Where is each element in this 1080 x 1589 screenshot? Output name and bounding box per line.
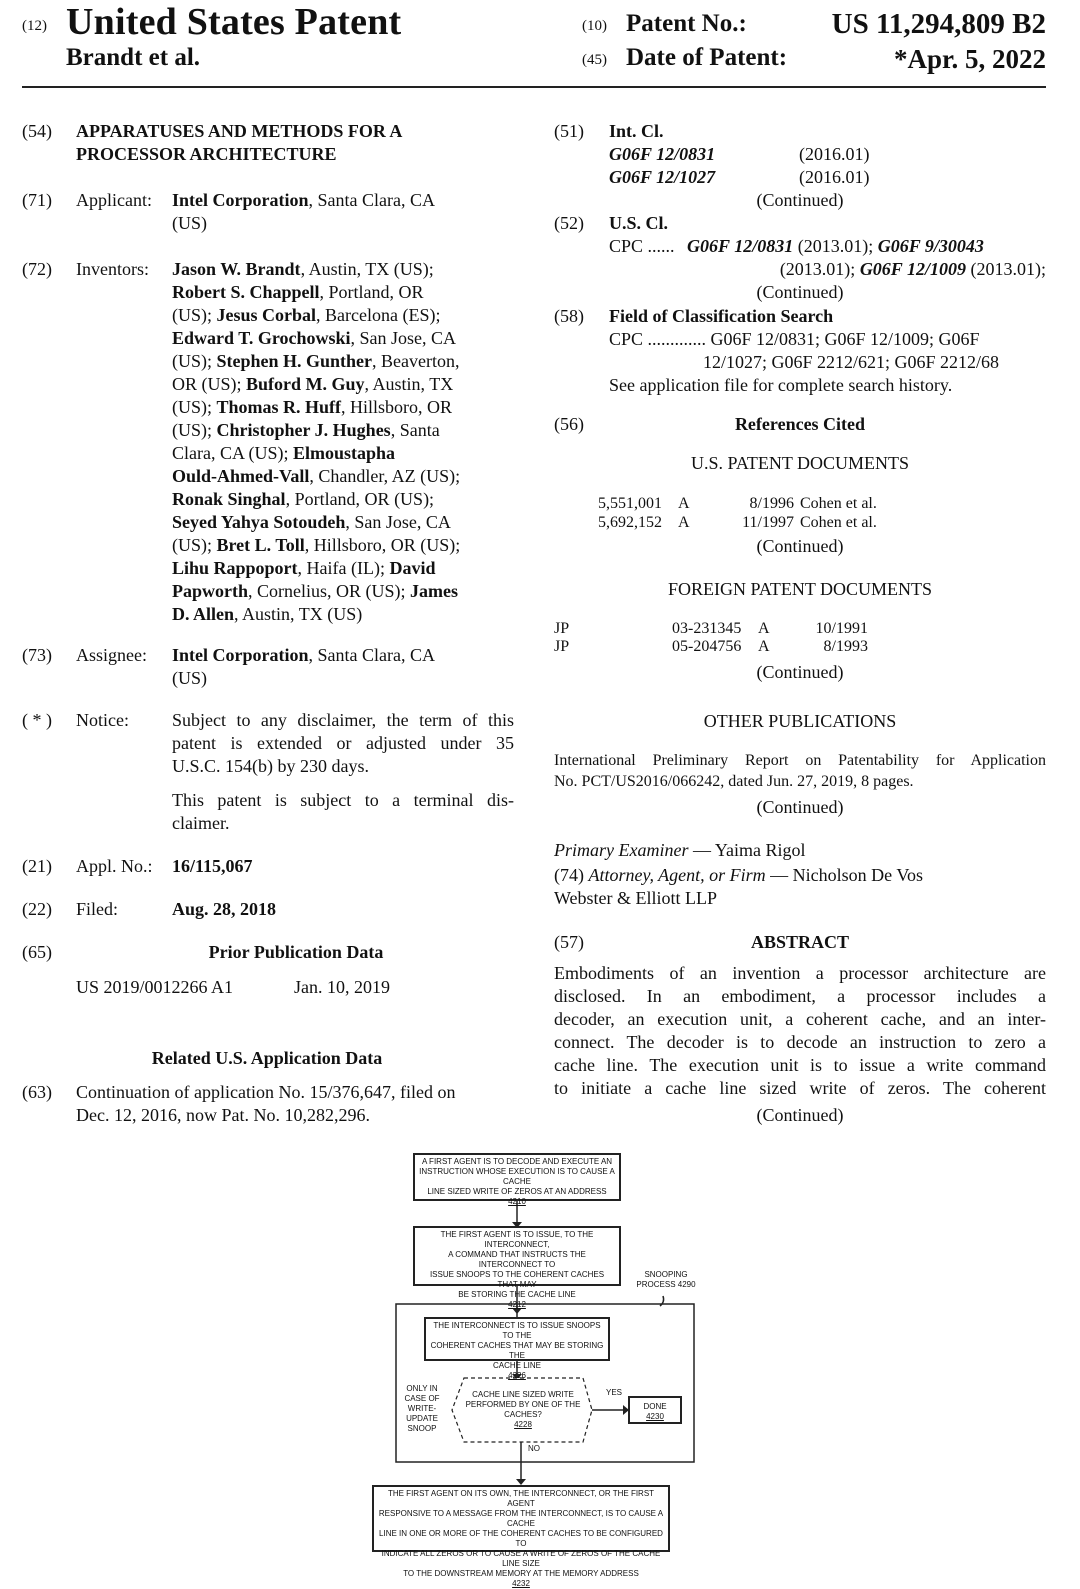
field-code: (54) [22, 121, 52, 141]
flow-text: SNOOP [407, 1424, 437, 1433]
field-code: (73) [22, 645, 52, 665]
first-inventor-heading: Brandt et al. [66, 44, 201, 71]
int-cl-continued: (Continued) [756, 190, 844, 210]
abstract-line: decoder, an execution unit, a coherent cache, and an inter- [554, 1009, 1046, 1029]
examiner-name: Yaima Rigol [714, 840, 806, 860]
cpc-label: CPC ...... [609, 236, 675, 256]
flow-text: CACHE LINE [492, 1361, 541, 1370]
foreign-doc-kind: A [758, 620, 770, 637]
invention-title-line: APPARATUSES AND METHODS FOR A [76, 121, 403, 141]
examiner-label: Primary Examiner [554, 840, 689, 860]
field-label: Inventors: [76, 259, 149, 279]
foreign-doc-date: 8/1993 [823, 638, 868, 655]
flow-text: CACHES? [504, 1410, 542, 1419]
flow-text: A COMMAND THAT INSTRUCTS THE INTERCONNECT TO [448, 1250, 586, 1269]
field-label: Filed: [76, 899, 119, 919]
us-cl-label: U.S. Cl. [609, 213, 669, 233]
flow-decision-4228 [464, 1390, 582, 1430]
assignee-name: Intel Corporation [172, 645, 309, 665]
date-of-patent: *Apr. 5, 2022 [893, 44, 1046, 74]
field-code: (51) [554, 121, 584, 141]
abstract-line: cache line. The execution unit is to issue a write command [554, 1055, 1046, 1075]
notice-line: claimer. [172, 813, 230, 833]
inventor-name: Stephen H. Gunther [216, 351, 373, 371]
abstract-heading: ABSTRACT [750, 932, 850, 952]
us-patent-documents-heading: U.S. PATENT DOCUMENTS [690, 453, 910, 473]
field-code: (22) [22, 899, 52, 919]
inventor-location: , Cornelius, OR (US); [248, 581, 410, 601]
us-doc-kind: A [678, 495, 690, 512]
abstract-line: to initiate a cache line sized write of zeros. The coherent [554, 1078, 1046, 1098]
abstract-line: Embodiments of an invention a processor architecture are [554, 963, 1046, 983]
inventor-name: Seyed Yahya Sotoudeh [172, 512, 346, 532]
cpc-version: (2013.01); [793, 236, 878, 256]
us-docs-continued: (Continued) [756, 536, 844, 556]
inventor-name: Edward T. Grochowski [172, 328, 351, 348]
inventor-name: Ronak Singhal [172, 489, 286, 509]
field-code: (63) [22, 1082, 52, 1102]
inventor-name: James [410, 581, 458, 601]
applicant-country: (US) [172, 213, 207, 233]
other-publications-continued: (Continued) [756, 797, 844, 817]
int-cl-code: G06F 12/0831 [609, 144, 716, 164]
inventor-location: (US); [172, 535, 217, 555]
foreign-doc-number: 03-231345 [672, 620, 742, 637]
abstract-line: connect. The decoder is to decode an instruction to zero a [554, 1032, 1046, 1052]
inventor-name: David [389, 558, 436, 578]
foreign-doc-number: 05-204756 [672, 638, 742, 655]
field-code: (57) [554, 932, 584, 952]
inventor-location: , Santa [390, 420, 440, 440]
foreign-patent-documents-heading: FOREIGN PATENT DOCUMENTS [667, 579, 933, 599]
inventor-location: , Barcelona (ES); [316, 305, 441, 325]
inventor-location: (US); [172, 305, 217, 325]
us-doc-date: 11/1997 [742, 514, 794, 531]
flow-text: UPDATE [406, 1414, 438, 1423]
examiner-dash: — [688, 840, 715, 860]
flow-text: COHERENT CACHES THAT MAY BE STORING THE [430, 1341, 604, 1360]
inventor-location: , Haifa (IL); [297, 558, 390, 578]
field-code: (58) [554, 306, 584, 326]
foreign-docs-continued: (Continued) [756, 662, 844, 682]
flow-text: PROCESS 4290 [636, 1280, 696, 1289]
attorney-label: Attorney, Agent, or Firm [588, 865, 766, 885]
inventor-name: Robert S. Chappell [172, 282, 320, 302]
flow-text: ISSUE SNOOPS TO THE COHERENT CACHES THAT MAY [429, 1270, 605, 1289]
prior-publication-heading: Prior Publication Data [208, 942, 384, 962]
inventor-location: (US); [172, 420, 217, 440]
cpc-version: (2013.01); [779, 259, 860, 279]
inventor-location: , Hillsboro, OR (US); [304, 535, 461, 555]
us-doc-date: 8/1996 [749, 495, 794, 512]
notice-line: Subject to any disclaimer, the term of this [172, 710, 514, 730]
us-doc-kind: A [678, 514, 690, 531]
flow-text: DONE [643, 1402, 667, 1411]
other-publication-line: No. PCT/US2016/066242, dated Jun. 27, 2019, 8 pages. [554, 773, 914, 790]
classification-search-label: Field of Classification Search [609, 306, 834, 326]
field-code: ( * ) [22, 710, 52, 730]
foreign-doc-country: JP [554, 620, 570, 637]
field-code: (21) [22, 856, 52, 876]
cpc-code: G06F 12/0831 [687, 236, 794, 256]
inventor-location: , Beaverton, [372, 351, 460, 371]
inventor-location: (US); [172, 351, 217, 371]
us-doc-number: 5,692,152 [598, 514, 662, 531]
field-code: (56) [554, 414, 584, 434]
foreign-doc-date: 10/1991 [815, 620, 868, 637]
inventor-name: Ould-Ahmed-Vall [172, 466, 310, 486]
assignee-country: (US) [172, 668, 207, 688]
inventor-name: Elmoustapha [293, 443, 396, 463]
flow-ref: 4228 [514, 1420, 532, 1429]
int-cl-code: G06F 12/1027 [609, 167, 716, 187]
inventor-name: Buford M. Guy [246, 374, 365, 394]
filing-date: Aug. 28, 2018 [172, 899, 277, 919]
inventor-location: , San Jose, CA [350, 328, 457, 348]
flow-step-4230 [628, 1396, 682, 1424]
patent-number-label: Patent No.: [626, 10, 747, 37]
inventor-location: (US); [172, 397, 217, 417]
assignee-location: , Santa Clara, CA [308, 645, 435, 665]
int-cl-version: (2016.01) [799, 144, 870, 164]
no-branch-label: NO [528, 1444, 540, 1453]
inventor-name: Christopher J. Hughes [216, 420, 391, 440]
classification-search-line: CPC ............. G06F 12/0831; G06F 12/1009; G06F [609, 329, 980, 349]
snooping-process-label [634, 1270, 698, 1290]
inventor-name: Papworth [172, 581, 248, 601]
code-12: (12) [22, 18, 47, 34]
flow-ref: 4212 [508, 1300, 526, 1309]
yes-branch-label: YES [606, 1388, 623, 1397]
inventor-name: Thomas R. Huff [216, 397, 342, 417]
field-label: Notice: [76, 710, 129, 730]
flow-text: SNOOPING [644, 1270, 688, 1279]
inventor-name: Lihu Rappoport [172, 558, 298, 578]
flow-text: THE INTERCONNECT IS TO ISSUE SNOOPS TO THE [433, 1321, 601, 1340]
int-cl-version: (2016.01) [799, 167, 870, 187]
cpc-version: (2013.01); [966, 259, 1046, 279]
us-doc-author: Cohen et al. [800, 514, 877, 531]
flow-text: THE FIRST AGENT IS TO ISSUE, TO THE INTERCONNECT, [440, 1230, 594, 1249]
flow-ref: 4210 [508, 1197, 526, 1206]
flow-text: RESPONSIVE TO A MESSAGE FROM THE INTERCONNECT, IS TO CAUSE A CACHE [378, 1509, 664, 1528]
notice-line: U.S.C. 154(b) by 230 days. [172, 756, 369, 776]
classification-search-line: See application file for complete search history. [609, 375, 953, 395]
field-code: (65) [22, 942, 52, 962]
flow-text: TO THE DOWNSTREAM MEMORY AT THE MEMORY ADDRESS [403, 1569, 639, 1578]
attorney-name: Nicholson De Vos [792, 865, 923, 885]
references-cited-heading: References Cited [734, 414, 866, 434]
us-cl-continued: (Continued) [756, 282, 844, 302]
flow-text: INDICATE ALL ZEROS OR TO CAUSE A WRITE OF ZEROS OF THE CACHE LINE SIZE [381, 1549, 661, 1568]
applicant-location: , Santa Clara, CA [308, 190, 435, 210]
application-number: 16/115,067 [172, 856, 253, 876]
inventor-location: Clara, CA (US); [172, 443, 293, 463]
prior-publication-date: Jan. 10, 2019 [294, 977, 390, 997]
flow-text: CASE OF [404, 1394, 440, 1403]
inventor-name: Jason W. Brandt [172, 259, 301, 279]
inventor-name: Jesus Corbal [216, 305, 317, 325]
flow-ref: 4232 [512, 1579, 530, 1588]
flow-ref: 4230 [646, 1412, 664, 1421]
abstract-line: disclosed. In an embodiment, a processor includes a [554, 986, 1046, 1006]
inventor-location: , Chandler, AZ (US); [309, 466, 461, 486]
attorney-name: Webster & Elliott LLP [554, 888, 718, 908]
flow-text: WRITE- [407, 1404, 437, 1413]
flow-step-4212 [413, 1226, 621, 1309]
abstract-continued: (Continued) [756, 1105, 844, 1125]
field-label: Appl. No.: [76, 856, 153, 876]
inventor-location: , Hillsboro, OR [341, 397, 453, 417]
flow-text: CACHE LINE SIZED WRITE [472, 1390, 574, 1399]
applicant-name: Intel Corporation [172, 190, 309, 210]
flow-text: BE STORING THE CACHE LINE [458, 1290, 576, 1299]
other-publications-heading: OTHER PUBLICATIONS [703, 711, 897, 731]
related-application-heading-text: Related U.S. Application Data [151, 1048, 383, 1068]
inventor-location: , Austin, TX [364, 374, 454, 394]
patent-number: US 11,294,809 B2 [831, 8, 1046, 40]
notice-line: This patent is subject to a terminal dis- [172, 790, 514, 810]
inventor-location: , San Jose, CA [345, 512, 451, 532]
inventor-location: , Austin, TX (US) [234, 604, 363, 624]
int-cl-label: Int. Cl. [609, 121, 664, 141]
flow-text: A FIRST AGENT IS TO DECODE AND EXECUTE AN [421, 1157, 613, 1166]
code-45: (45) [582, 52, 607, 68]
flow-text: LINE IN ONE OR MORE OF THE COHERENT CACHES TO BE CONFIGURED TO [379, 1529, 663, 1548]
code-10: (10) [582, 18, 607, 34]
write-update-note [402, 1384, 442, 1434]
prior-publication-number: US 2019/0012266 A1 [76, 977, 234, 997]
flow-step-4232 [372, 1485, 670, 1588]
inventor-location: OR (US); [172, 374, 247, 394]
continuation-line: Continuation of application No. 15/376,647, filed on [76, 1082, 456, 1102]
continuation-line: Dec. 12, 2016, now Pat. No. 10,282,296. [76, 1105, 370, 1125]
inventor-location: , Portland, OR [319, 282, 424, 302]
field-code: (52) [554, 213, 584, 233]
inventor-location: , Portland, OR (US); [285, 489, 435, 509]
field-label: Applicant: [76, 190, 152, 210]
field-label: Assignee: [76, 645, 147, 665]
inventor-location: , Austin, TX (US); [300, 259, 434, 279]
inventor-name: Bret L. Toll [216, 535, 305, 555]
date-of-patent-label: Date of Patent: [626, 44, 788, 71]
flow-ref: 4226 [508, 1371, 526, 1380]
notice-line: patent is extended or adjusted under 35 [172, 733, 514, 753]
flow-text: PERFORMED BY ONE OF THE [465, 1400, 581, 1409]
foreign-doc-kind: A [758, 638, 770, 655]
flow-step-4210 [413, 1153, 621, 1206]
us-doc-author: Cohen et al. [800, 495, 877, 512]
flow-text: ONLY IN [406, 1384, 438, 1393]
flow-text: THE FIRST AGENT ON ITS OWN, THE INTERCONNECT, OR THE FIRST AGENT [387, 1489, 655, 1508]
classification-search-line: 12/1027; G06F 2212/621; G06F 2212/68 [703, 352, 1000, 372]
attorney-dash: — [765, 865, 793, 885]
field-code: (72) [22, 259, 52, 279]
flow-text: INSTRUCTION WHOSE EXECUTION IS TO CAUSE A CACHE [419, 1167, 615, 1186]
flow-step-4226 [424, 1317, 610, 1380]
other-publication-line: International Preliminary Report on Patentability for Application [554, 752, 1046, 769]
cpc-code: G06F 12/1009 [859, 259, 966, 279]
field-code: (71) [22, 190, 52, 210]
us-doc-number: 5,551,001 [598, 495, 662, 512]
cpc-code: G06F 9/30043 [877, 236, 984, 256]
document-title: United States Patent [66, 1, 402, 43]
invention-title-line: PROCESSOR ARCHITECTURE [76, 144, 337, 164]
inventor-name: D. Allen [172, 604, 235, 624]
field-code: (74) [554, 865, 584, 885]
flow-text: LINE SIZED WRITE OF ZEROS AT AN ADDRESS [427, 1187, 607, 1196]
foreign-doc-country: JP [554, 638, 570, 655]
